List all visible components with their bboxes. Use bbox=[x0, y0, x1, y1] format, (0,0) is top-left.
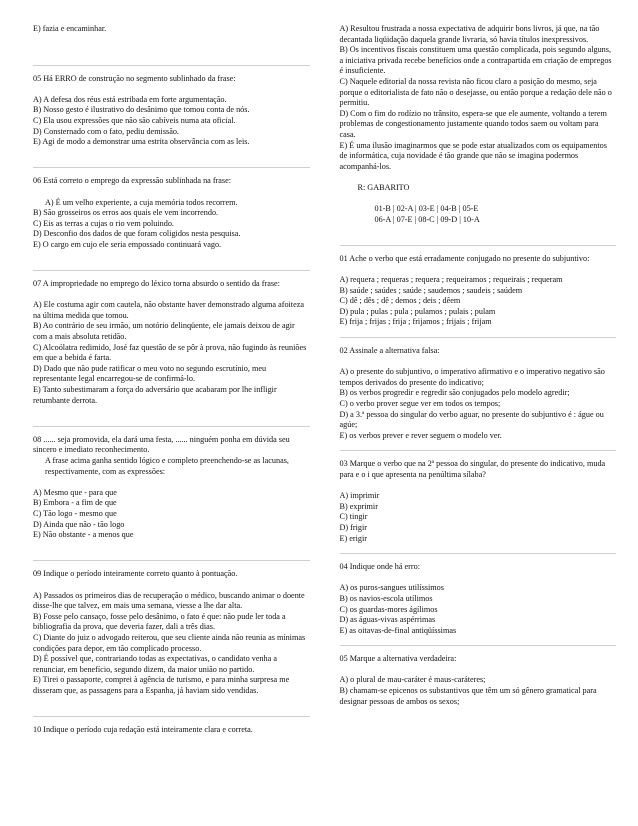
question-07-option-a: A) Ele costuma agir com cautela, não obstante haver demonstrado alguma afoiteza na última medida que tomou. bbox=[33, 300, 304, 320]
s05-prompt: 05 Marque a alternativa verdadeira: bbox=[339, 654, 457, 664]
question-05-option-a: A) A defesa dos réus está estribada em forte argumentação. bbox=[33, 94, 227, 104]
s03-option-b: B) exprimir bbox=[339, 501, 378, 511]
answer-key-title: R: GABARITO bbox=[357, 182, 410, 192]
divider bbox=[340, 337, 617, 338]
s01-option-c: C) dê ; dês ; dê ; demos ; deis ; dêem bbox=[339, 296, 461, 306]
question-10-option-b: B) Os incentivos fiscais constituem uma questão complicada, pois segundo alguns, a iniciativa privada recebe benefícios onde a contrapartida em criação de empregos é insuficiente. bbox=[339, 45, 612, 76]
s02-option-a: A) o presente do subjuntivo, o imperativo afirmativo e o imperativo negativo são tempos derivados do presente do indicativo; bbox=[339, 367, 605, 387]
divider bbox=[340, 645, 617, 646]
question-08-option-d: D) Ainda que não - tão logo bbox=[33, 519, 125, 529]
question-08-instruction: A frase acima ganha sentido lógico e completo preenchendo-se as lacunas, respectivamente, com as expressões: bbox=[45, 456, 289, 476]
divider bbox=[33, 560, 310, 561]
section2-question-03 bbox=[340, 459, 617, 544]
s02-prompt: 02 Assinale a alternativa falsa: bbox=[339, 346, 440, 356]
question-09 bbox=[33, 569, 310, 696]
question-06-option-c: C) Eis as terras a cujas o rio vem poluindo. bbox=[33, 218, 174, 228]
divider bbox=[33, 426, 310, 427]
question-05 bbox=[33, 74, 310, 148]
divider bbox=[33, 270, 310, 271]
s01-option-a: A) requera ; requeras ; requera ; requeiramos ; requeirais ; requeram bbox=[339, 275, 563, 285]
s02-option-e: E) os verbos prever e rever seguem o modelo ver. bbox=[339, 430, 502, 440]
s03-prompt: 03 Marque o verbo que na 2ª pessoa do singular, do presente do indicativo, muda para e o i que apresenta na penúltima sílaba? bbox=[339, 459, 606, 479]
s03-option-a: A) imprimir bbox=[339, 491, 380, 501]
question-07-prompt: 07 A impropriedade no emprego do léxico torna absurdo o sentido da frase: bbox=[33, 279, 280, 289]
q04-option-e: E) fazia e encaminhar. bbox=[33, 24, 107, 33]
question-05-option-b: B) Nosso gesto é ilustrativo do desânimo que tomou conta de nós. bbox=[33, 105, 250, 115]
s04-option-c: C) os guardas-mores ágílimos bbox=[339, 604, 438, 614]
s05-option-b: B) chamam-se epicenos os substantivos que têm um só gênero gramatical para designar pessoas de ambos os sexos; bbox=[339, 686, 597, 706]
question-08 bbox=[33, 435, 310, 541]
s04-option-a: A) os puros-sangues utilíssimos bbox=[339, 583, 444, 593]
question-05-option-e: E) Agi de modo a demonstrar uma estrita observância com as leis. bbox=[33, 137, 250, 147]
question-08-option-b: B) Embora - a fim de que bbox=[33, 498, 117, 508]
question-10-option-d: D) Com o fim do rodízio no trânsito, espera-se que ele aumente, voltando a terem problemas de congestionamento justamente quando todos saem ou voltam para casa. bbox=[339, 108, 607, 139]
s03-option-c: C) tingir bbox=[339, 512, 368, 522]
question-06-option-a: A) É um velho experiente, a cuja memória todos recorrem. bbox=[45, 197, 238, 207]
question-10-option-e: E) É uma ilusão imaginarmos que se pode estar atualizados com os equipamentos de informática, cuja novidade é tão grande que não se imagina podermos acompanhá-los. bbox=[339, 140, 607, 171]
question-07-option-c: C) Alcoólatra redimido, José faz questão de se pôr à prova, não fugindo às reuniões em que a bebida é farta. bbox=[33, 342, 307, 363]
question-07 bbox=[33, 279, 310, 406]
answer-key bbox=[340, 183, 617, 225]
s02-option-b: B) os verbos progredir e regredir são conjugados pelo modelo agredir; bbox=[339, 388, 570, 398]
divider bbox=[340, 553, 617, 554]
question-08-option-e: E) Não obstante - a menos que bbox=[33, 530, 134, 540]
question-07-option-b: B) Ao contrário de seu irmão, um notório delinqüente, ele jamais deixou de agir com a mais absoluta retidão. bbox=[33, 321, 295, 342]
s01-option-e: E) frija ; frijas ; frija ; frijamos ; frijais ; frijam bbox=[339, 317, 492, 327]
s04-option-b: B) os navios-escola utílimos bbox=[339, 593, 433, 603]
divider bbox=[33, 716, 310, 717]
section2-question-01 bbox=[340, 254, 617, 328]
question-09-prompt: 09 Indique o período inteiramente correto quanto à pontuação. bbox=[33, 569, 238, 579]
question-08-option-a: A) Mesmo que - para que bbox=[33, 487, 117, 497]
question-10-option-c: C) Naquele editorial da nossa revista não ficou claro a posição do mesmo, seja porque o editorialista de fato não o desejasse, ou então porque a redação dele não o permitiu. bbox=[339, 76, 612, 108]
question-06-prompt: 06 Está correto o emprego da expressão sublinhada na frase: bbox=[33, 176, 232, 186]
question-06-option-e: E) O cargo em cujo ele seria empossado continuará vago. bbox=[33, 239, 222, 249]
question-05-prompt: 05 Há ERRO de construção no segmento sublinhado da frase: bbox=[33, 73, 236, 83]
question-06 bbox=[33, 176, 310, 250]
question-08-prompt: 08 ...... seja promovida, ela dará uma festa, ...... ninguém ponha em dúvida seu sincero e imediato reconhecimento. bbox=[33, 434, 290, 455]
divider bbox=[33, 65, 310, 66]
question-09-option-d: D) É possível que, contrariando todas as expectativas, o candidato venha a renunciar, em benefício, segundo dizem, da maior união no partido. bbox=[33, 654, 277, 674]
answer-key-line-2: 06-A | 07-E | 08-C | 09-D | 10-A bbox=[374, 214, 480, 224]
s04-option-e: E) as oitavas-de-final antiqüíssimas bbox=[339, 625, 457, 635]
question-10-options bbox=[340, 24, 617, 172]
left-column bbox=[33, 24, 310, 826]
s01-prompt: 01 Ache o verbo que está erradamente conjugado no presente do subjuntivo: bbox=[339, 253, 590, 263]
question-10-option-a: A) Resultou frustrada a nossa expectativa de adquirir bons livros, já que, na tão decantada liqüidação daquela grande livraria, só havia títulos inexpressivos. bbox=[339, 24, 600, 44]
question-05-option-d: D) Consternado com o fato, pediu demissão. bbox=[33, 126, 179, 136]
question-10 bbox=[33, 725, 310, 736]
s04-prompt: 04 Indique onde há erro: bbox=[339, 562, 420, 572]
answer-key-line-1: 01-B | 02-A | 03-E | 04-B | 05-E bbox=[374, 204, 479, 214]
question-07-option-d: D) Dado que não pude ratificar o meu voto no segundo escrutínio, meu representante legal encarregou-se de confirmá-lo. bbox=[33, 363, 267, 384]
divider bbox=[340, 245, 617, 246]
section2-question-02 bbox=[340, 346, 617, 441]
question-07-option-e: E) Tanto subestimaram a força do adversário que acabaram por lhe infligir retumbante derrota. bbox=[33, 385, 277, 405]
s02-option-c: C) o verbo prover segue ver em todos os tempos; bbox=[339, 399, 501, 408]
section2-question-04 bbox=[340, 562, 617, 636]
question-09-option-e: E) Tirei o passaporte, comprei à agência de turismo, e para minha surpresa me disseram que, as passagens para a Espanha, já haviam sido vendidas. bbox=[33, 675, 290, 695]
s04-option-d: D) as águas-vivas aspérrimas bbox=[339, 615, 436, 625]
question-09-option-c: C) Diante do juiz o advogado reiterou, que seu cliente ainda não reunia as mínimas condições para depor, em tão complicado processo. bbox=[33, 632, 306, 653]
question-09-option-a: A) Passados os primeiros dias de recuperação o médico, buscando animar o doente disse-lhe que talvez, em mais uma semana, viesse a lhe dar alta. bbox=[33, 590, 305, 611]
s05-option-a: A) o plural de mau-caráter é maus-caráteres; bbox=[339, 675, 486, 685]
section2-question-05 bbox=[340, 654, 617, 707]
question-10-prompt: 10 Indique o período cuja redação está inteiramente clara e correta. bbox=[33, 725, 253, 735]
right-column bbox=[340, 24, 617, 826]
divider bbox=[340, 450, 617, 451]
s01-option-d: D) pula ; pulas ; pula ; pulamos ; pulais ; pulam bbox=[339, 306, 496, 316]
question-09-option-b: B) Fosse pelo cansaço, fosse pelo desânimo, o fato é que: não pude ler toda a bibliografia da prova, que deveria fazer, dali a três dias. bbox=[33, 611, 286, 632]
question-06-option-d: D) Desconfio dos dados de que foram coligidos nesta pesquisa. bbox=[33, 229, 241, 239]
s03-option-e: E) erigir bbox=[339, 533, 368, 543]
question-06-option-b: B) São grosseiros os erros aos quais ele vem incorrendo. bbox=[33, 208, 219, 218]
question-05-option-c: C) Ela usou expressões que não são cabíveis numa ata oficial. bbox=[33, 115, 236, 125]
divider bbox=[33, 167, 310, 168]
question-08-option-c: C) Tão logo - mesmo que bbox=[33, 508, 117, 518]
s01-option-b: B) saúde ; saúdes ; saúde ; saudemos ; saudeis ; saúdem bbox=[339, 285, 523, 295]
s02-option-d: D) a 3.ª pessoa do singular do verbo aguar, no presente do subjuntivo é : águe ou agúe; bbox=[339, 409, 604, 430]
s03-option-d: D) frigir bbox=[339, 522, 368, 532]
